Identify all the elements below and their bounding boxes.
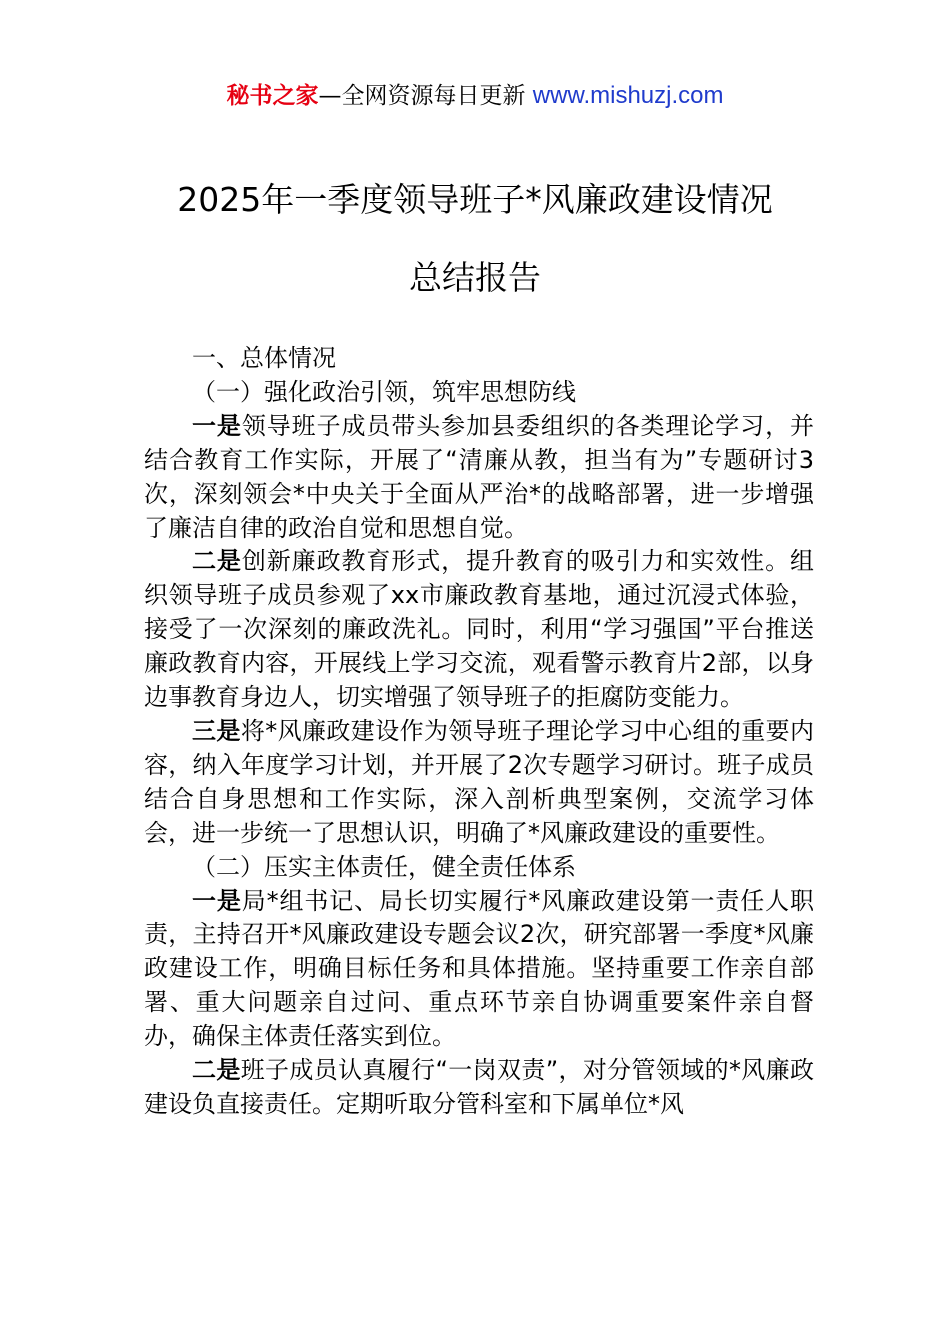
site-url-link[interactable]: www.mishuzj.com	[532, 82, 724, 109]
paragraph	[144, 885, 814, 1055]
paragraph-text: 将*风廉政建设作为领导班子理论学习中心组的重要内容，纳入年度学习计划，并开展了2次专题学习研讨。班子成员结合自身思想和工作实际，深入剖析典型案例，交流学习体会，进一步统一了思想认识，明确了*风廉政建设的重要性。	[144, 716, 815, 847]
site-tagline: —全网资源每日更新	[318, 83, 526, 109]
paragraph-text: 领导班子成员带头参加县委组织的各类理论学习，并结合教育工作实际，开展了“清廉从教，担当有为”专题研讨3次，深刻领会*中央关于全面从严治*的战略部署，进一步增强了廉洁自律的政治自觉和思想自觉。	[144, 411, 815, 542]
title-line-1: 2025年一季度领导班子*风廉政建设情况	[177, 180, 773, 219]
section-heading-overall: 一、总体情况	[192, 344, 336, 372]
document-body	[144, 342, 814, 1122]
site-header	[0, 80, 950, 112]
paragraph-lead: 三是	[192, 716, 241, 745]
document-title	[0, 178, 950, 300]
paragraph	[144, 410, 814, 546]
paragraph-lead: 一是	[192, 411, 242, 440]
paragraph-text: 班子成员认真履行“一岗双责”，对分管领域的*风廉政建设负直接责任。定期听取分管科室和下属单位*风	[144, 1056, 814, 1118]
title-line-2: 总结报告	[409, 258, 541, 297]
subsection-title-2: （二）压实主体责任，健全责任体系	[192, 852, 576, 881]
subsection-title-1: （一）强化政治引领，筑牢思想防线	[192, 377, 576, 406]
paragraph	[144, 545, 814, 715]
paragraph-lead: 二是	[192, 547, 242, 576]
paragraph-lead: 一是	[192, 886, 242, 915]
paragraph	[144, 715, 814, 851]
site-name: 秘书之家	[226, 83, 319, 109]
paragraph-text: 创新廉政教育形式，提升教育的吸引力和实效性。组织领导班子成员参观了xx市廉政教育基地，通过沉浸式体验，接受了一次深刻的廉政洗礼。同时，利用“学习强国”平台推送廉政教育内容，开展线上学习交流，观看警示教育片2部，以身边事教育身边人，切实增强了领导班子的拒腐防变能力。	[144, 547, 815, 712]
paragraph	[144, 1054, 814, 1122]
paragraph-lead: 二是	[192, 1056, 241, 1085]
paragraph-text: 局*组书记、局长切实履行*风廉政建设第一责任人职责，主持召开*风廉政建设专题会议2次，研究部署一季度*风廉政建设工作，明确目标任务和具体措施。坚持重要工作亲自部署、重大问题亲自过问、重点环节亲自协调重要案件亲自督办，确保主体责任落实到位。	[144, 886, 815, 1051]
